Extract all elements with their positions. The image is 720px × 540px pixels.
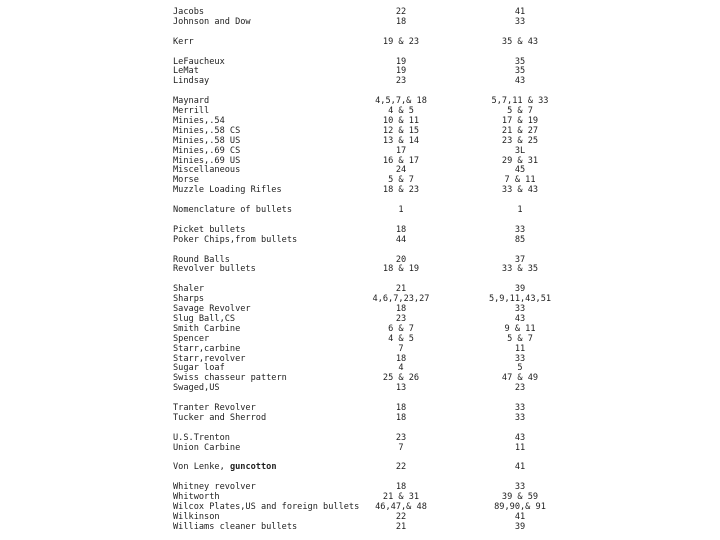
- index-entry: [0, 512, 720, 522]
- entry-page-col1: 5 & 7: [388, 175, 414, 186]
- entry-name: [173, 314, 235, 324]
- entry-page-col1: 23: [395, 313, 407, 324]
- entry-page-col2: 7 & 11: [504, 175, 536, 186]
- index-entry: [0, 462, 720, 472]
- entry-page-col2: 33 & 43: [501, 185, 539, 196]
- entry-name: [173, 363, 225, 373]
- entry-page-col1: 18: [395, 16, 407, 27]
- entry-page-col1: 24: [395, 165, 407, 176]
- index-entry: [0, 185, 720, 195]
- entry-page-col1: 4 & 5: [388, 333, 414, 344]
- entry-name-text: U.S.Trenton: [173, 432, 230, 443]
- entry-page-col2: 5,7,11 & 33: [491, 96, 549, 107]
- entry-name: [173, 482, 256, 492]
- entry-name: [173, 126, 240, 136]
- entry-page-col2: 39: [514, 284, 526, 295]
- index-entry: [0, 165, 720, 175]
- index-entry: [0, 403, 720, 413]
- entry-name: [173, 284, 204, 294]
- entry-page-col2: 41: [514, 511, 526, 522]
- entry-page-col1: 21 & 31: [382, 492, 420, 503]
- entry-name: [173, 165, 240, 175]
- entry-name-bold: guncotton: [229, 462, 277, 473]
- entry-page-col2: 45: [514, 165, 526, 176]
- index-entry: [0, 106, 720, 116]
- entry-name-text: Slug Ball,CS: [173, 313, 236, 324]
- entry-name-text: Minies,.54: [173, 115, 225, 126]
- index-entry: [0, 294, 720, 304]
- entry-name: [173, 492, 220, 502]
- entry-name: [173, 334, 209, 344]
- entry-page-col1: 7: [398, 442, 404, 453]
- entry-page-col2: 29 & 31: [501, 155, 539, 166]
- index-entry: [0, 304, 720, 314]
- entry-name: [173, 136, 240, 146]
- entry-name-text: Revolver bullets: [173, 264, 256, 275]
- entry-name-text: Miscellaneous: [173, 165, 241, 176]
- entry-name-text: Minies,.58 US: [173, 135, 241, 146]
- entry-name: [173, 235, 297, 245]
- entry-name-text: Picket bullets: [173, 224, 246, 235]
- entry-name: [173, 403, 256, 413]
- entry-name: [173, 185, 282, 195]
- index-entry: [0, 443, 720, 453]
- entry-page-col2: 41: [514, 7, 526, 17]
- index-entry: [0, 383, 720, 393]
- entry-page-col1: 16 & 17: [382, 155, 420, 166]
- entry-name: [173, 37, 194, 47]
- entry-page-col2: 33: [514, 412, 526, 423]
- entry-page-col2: 33: [514, 482, 526, 493]
- entry-name-text: Maynard: [173, 96, 210, 107]
- entry-name-text: Tranter Revolver: [173, 403, 256, 413]
- entry-page-col2: 43: [514, 76, 526, 87]
- entry-name: [173, 156, 240, 166]
- entry-name-text: LeMat: [173, 66, 199, 77]
- index-entry: [0, 136, 720, 146]
- entry-page-col1: 22: [395, 462, 407, 473]
- entry-name: [173, 76, 209, 86]
- entry-name-text: Wilcox Plates,US and foreign bullets: [173, 502, 360, 512]
- entry-name-text: LeFaucheux: [173, 56, 225, 67]
- index-entry: [0, 373, 720, 383]
- entry-name: [173, 17, 251, 27]
- entry-name-text: Starr,revolver: [173, 353, 246, 364]
- entry-page-col1: 17: [395, 145, 407, 156]
- entry-page-col1: 7: [398, 343, 404, 354]
- index-entry: [0, 57, 720, 67]
- entry-name: [173, 373, 287, 383]
- index-entry: [0, 502, 720, 512]
- entry-page-col2: 23: [514, 383, 526, 394]
- entry-page-col1: 23: [395, 76, 407, 87]
- entry-page-col2: 33 & 35: [501, 264, 539, 275]
- index-entry: [0, 413, 720, 423]
- index-entry: [0, 96, 720, 106]
- index-entry: [0, 492, 720, 502]
- entry-page-col2: 33: [514, 353, 526, 364]
- entry-page-col2: 5 & 7: [507, 106, 533, 116]
- entry-page-col2: 3L: [514, 145, 526, 156]
- entry-name-text: Sharps: [173, 294, 205, 305]
- entry-name-text: Savage Revolver: [173, 304, 251, 314]
- entry-name: [173, 344, 240, 354]
- entry-page-col2: 35 & 43: [501, 36, 539, 47]
- entry-page-col2: 1: [517, 205, 523, 215]
- index-entry: [0, 116, 720, 126]
- index-entry: [0, 225, 720, 235]
- entry-name-text: Starr,carbine: [173, 343, 241, 354]
- entry-page-col2: 43: [514, 432, 526, 443]
- index-entry: [0, 363, 720, 373]
- entry-page-col1: 13 & 14: [382, 135, 420, 146]
- entry-page-col2: 41: [514, 462, 526, 473]
- entry-page-col2: 39: [514, 521, 526, 532]
- entry-page-col1: 22: [395, 7, 407, 17]
- entry-name: [173, 146, 240, 156]
- entry-name: [173, 264, 256, 274]
- entry-page-col1: 13: [395, 383, 407, 394]
- entry-name: [173, 175, 199, 185]
- entry-name: [173, 96, 209, 106]
- entry-page-col1: 1: [398, 205, 404, 215]
- entry-name-text: Shaler: [173, 284, 205, 295]
- entry-name: [173, 205, 292, 215]
- entry-page-col2: 89,90,& 91: [494, 502, 546, 512]
- entry-page-col2: 33: [514, 304, 526, 314]
- entry-page-col2: 33: [514, 224, 526, 235]
- entry-page-col1: 18: [395, 224, 407, 235]
- entry-name-text: Johnson and Dow: [173, 16, 251, 27]
- index-entry: [0, 284, 720, 294]
- entry-name-text: Swaged,US: [173, 383, 220, 394]
- entry-page-col1: 25 & 26: [382, 373, 420, 384]
- index-entry: [0, 76, 720, 86]
- entry-name-text: Von Lenke,: [173, 462, 225, 473]
- entry-page-col1: 4: [398, 363, 404, 374]
- index-entry: [0, 482, 720, 492]
- entry-name-text: Tucker and Sherrod: [173, 412, 267, 423]
- index-entry: [0, 146, 720, 156]
- entry-page-col1: 20: [395, 254, 407, 265]
- entry-page-col1: 18 & 19: [382, 264, 420, 275]
- entry-page-col2: 11: [514, 343, 526, 354]
- entry-name: [173, 255, 230, 265]
- entry-page-col2: 37: [514, 254, 526, 265]
- entry-name: [173, 57, 225, 67]
- entry-name: [173, 502, 359, 512]
- entry-page-col1: 46,47,& 48: [375, 502, 427, 512]
- entry-page-col1: 21: [395, 521, 407, 532]
- entry-name-text: Whitworth: [173, 492, 220, 503]
- index-entry: [0, 264, 720, 274]
- index-entry: [0, 66, 720, 76]
- entry-page-col1: 21: [395, 284, 407, 295]
- entry-name: [173, 304, 251, 314]
- entry-name: [173, 324, 240, 334]
- entry-name-text: Minies,.69 CS: [173, 145, 241, 156]
- entry-name-text: Kerr: [173, 36, 194, 47]
- entry-page-col1: 18: [395, 403, 407, 413]
- entry-page-col1: 12 & 15: [382, 125, 420, 136]
- entry-name: [173, 383, 220, 393]
- index-entry: [0, 522, 720, 532]
- entry-name: [173, 443, 240, 453]
- entry-page-col1: 22: [395, 511, 407, 522]
- index-entry: [0, 7, 720, 17]
- entry-page-col2: 85: [514, 234, 526, 245]
- entry-page-col2: 9 & 11: [504, 323, 536, 334]
- entry-page-col1: 18: [395, 353, 407, 364]
- entry-page-col2: 23 & 25: [501, 135, 539, 146]
- index-entry: [0, 334, 720, 344]
- index-entry: [0, 324, 720, 334]
- entry-name-text: Nomenclature of bullets: [173, 205, 292, 215]
- entry-page-col2: 43: [514, 313, 526, 324]
- entry-name-text: Smith Carbine: [173, 323, 241, 334]
- entry-name: [173, 225, 245, 235]
- entry-page-col1: 18: [395, 482, 407, 493]
- entry-name: [173, 294, 204, 304]
- entry-name-text: Union Carbine: [173, 442, 241, 453]
- entry-page-col1: 19: [395, 56, 407, 67]
- entry-name: [173, 116, 225, 126]
- index-entry: [0, 354, 720, 364]
- entry-name-text: Poker Chips,from bullets: [173, 234, 298, 245]
- entry-name: [173, 66, 199, 76]
- entry-name: [173, 106, 209, 116]
- entry-name: [173, 512, 220, 522]
- entry-name: [173, 354, 245, 364]
- entry-name: [173, 7, 204, 17]
- index-entry: [0, 156, 720, 166]
- entry-page-col2: 33: [514, 403, 526, 413]
- entry-page-col1: 18: [395, 412, 407, 423]
- entry-name-text: Swiss chasseur pattern: [173, 373, 287, 384]
- entry-name: [173, 413, 266, 423]
- entry-name-text: Jacobs: [173, 7, 205, 17]
- entry-name: [173, 462, 277, 472]
- entry-name-text: Merrill: [173, 106, 210, 116]
- entry-name-text: Muzzle Loading Rifles: [173, 185, 282, 196]
- entry-page-col2: 35: [514, 56, 526, 67]
- entry-page-col1: 23: [395, 432, 407, 443]
- entry-name-text: Spencer: [173, 333, 210, 344]
- entry-name-text: Round Balls: [173, 254, 230, 265]
- entry-page-col1: 4,5,7,& 18: [375, 96, 427, 107]
- entry-page-col1: 18 & 23: [382, 185, 420, 196]
- entry-page-col1: 10 & 11: [382, 115, 420, 126]
- index-entry: [0, 344, 720, 354]
- entry-name-text: Williams cleaner bullets: [173, 521, 298, 532]
- entry-name-text: Lindsay: [173, 76, 210, 87]
- index-entry: [0, 175, 720, 185]
- entry-name-text: Whitney revolver: [173, 482, 256, 493]
- entry-page-col2: 47 & 49: [501, 373, 539, 384]
- entry-page-col1: 18: [395, 304, 407, 314]
- index-entry: [0, 433, 720, 443]
- entry-page-col1: 4 & 5: [388, 106, 414, 116]
- entry-name-text: Wilkinson: [173, 511, 220, 522]
- index-entry: [0, 255, 720, 265]
- entry-page-col2: 33: [514, 16, 526, 27]
- entry-page-col2: 39 & 59: [501, 492, 539, 503]
- entry-page-col2: 21 & 27: [501, 125, 539, 136]
- entry-page-col1: 44: [395, 234, 407, 245]
- index-entry: [0, 235, 720, 245]
- entry-page-col2: 5: [517, 363, 523, 374]
- index-entry: [0, 126, 720, 136]
- entry-name-text: Sugar loaf: [173, 363, 225, 374]
- index-entry: [0, 205, 720, 215]
- entry-page-col1: 4,6,7,23,27: [372, 294, 430, 305]
- entry-name-text: Morse: [173, 175, 199, 186]
- entry-name-text: Minies,.58 CS: [173, 125, 241, 136]
- index-entry: [0, 314, 720, 324]
- entry-name: [173, 522, 297, 532]
- entry-name: [173, 433, 230, 443]
- index-entry: [0, 37, 720, 47]
- entry-page-col2: 11: [514, 442, 526, 453]
- entry-page-col1: 19: [395, 66, 407, 77]
- entry-page-col1: 6 & 7: [388, 323, 414, 334]
- entry-page-col2: 35: [514, 66, 526, 77]
- index-entry: [0, 17, 720, 27]
- entry-page-col2: 5,9,11,43,51: [488, 294, 552, 305]
- entry-page-col1: 19 & 23: [382, 36, 420, 47]
- entry-name-text: Minies,.69 US: [173, 155, 241, 166]
- entry-page-col2: 5 & 7: [507, 333, 533, 344]
- entry-page-col2: 17 & 19: [501, 115, 539, 126]
